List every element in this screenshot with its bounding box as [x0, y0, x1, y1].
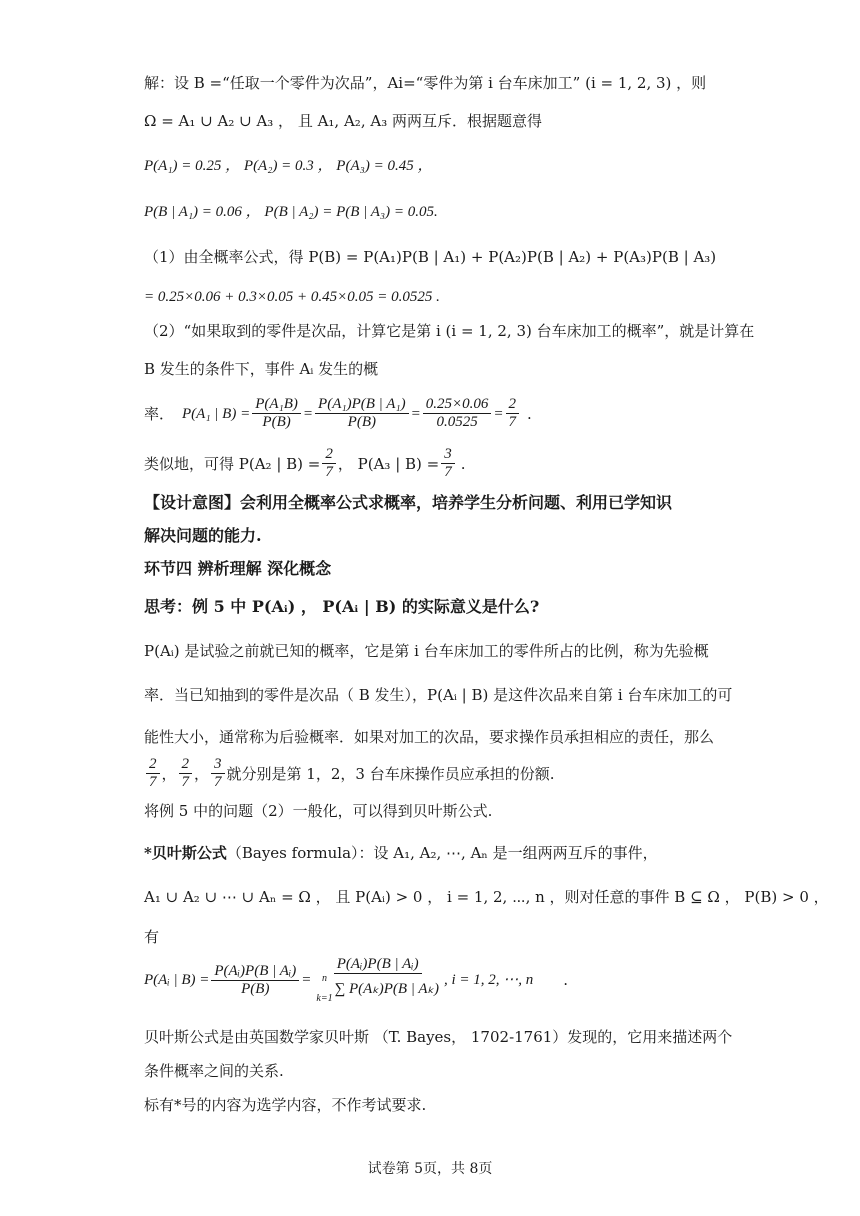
fraction: $\frac{\text{P(A₁)P(B | A₁)}}{P(B)}$: [315, 396, 409, 431]
solution-line-2: Ω = A₁ ∪ A₂ ∪ A₃ ， 且 A₁, A₂, A₃ 两两互斥．根据题意得: [144, 112, 542, 130]
question-2-line-2: B 发生的条件下，事件 Aᵢ 发生的概: [144, 360, 379, 378]
design-intent-line-1: 【设计意图】会利用全概率公式求概率，培养学生分析问题、利用已学知识: [144, 493, 673, 512]
fraction: $\frac{3}{7}$: [211, 756, 225, 791]
sum-lower-limit: k=1: [316, 993, 333, 1004]
responsibility-shares-line: $\frac{2}{7}$ ， $\frac{2}{7}$ ， $\frac{3}{7}$ 就分别是第 1，2，3 台车床操作员应承担的份额.: [144, 756, 554, 791]
sum-denominator: ∑ P(Aₖ)P(B | Aₖ): [334, 980, 439, 997]
fraction: P(Aᵢ)P(B | Aᵢ) n k=1 ∑ P(Aₖ)P(B | Aₖ): [316, 956, 439, 1004]
bayes-title-line: [144, 842, 658, 864]
fraction: $\frac{3}{7}$: [441, 446, 455, 481]
page-footer: 试卷第 5页，共 8页: [367, 1161, 493, 1177]
bayes-index: , i = 1, 2, ⋯, n: [443, 972, 534, 988]
bayes-history-1: 贝叶斯公式是由英国数学家贝叶斯 （T. Bayes， 1702-1761）发现的，它用来描述两个: [144, 1028, 733, 1046]
bayes-title-rest: （Bayes formula）：设 A₁, A₂, ⋯, Aₙ 是一组两两互斥的事件，: [226, 844, 658, 862]
bayes-lhs: P(Aᵢ | B) =: [144, 972, 210, 988]
bayes-have: 有: [144, 928, 160, 946]
optional-note: 标有*号的内容为选学内容，不作考试要求.: [144, 1096, 427, 1114]
total-probability-line: （1）由全概率公式，得 P(B) = P(A₁)P(B | A₁) + P(A₂)P(B | A₂) + P(A₃)P(B | A₃): [144, 248, 717, 266]
similar-prefix: 类似地，可得 P(A₂ | B) =: [144, 454, 321, 473]
section-heading: 环节四 辨析理解 深化概念: [144, 559, 332, 578]
bayes-title: *贝叶斯公式: [144, 844, 227, 862]
shares-text: 就分别是第 1，2，3 台车床操作员应承担的份额.: [226, 764, 555, 783]
fraction: $\frac{0.25\times 0.06}{0.0525}$: [423, 396, 492, 431]
similar-results-line: 类似地，可得 P(A₂ | B) = $\frac{2}{7}$ ， P(A₃ | B) = $\frac{3}{7}$ .: [144, 446, 466, 480]
fraction: $\frac{\text{P(Aᵢ)P(B | Aᵢ)}}{P(B)}$: [211, 963, 299, 998]
bayes-conditions: A₁ ∪ A₂ ∪ ⋯ ∪ Aₙ = Ω ， 且 P(Aᵢ) > 0 ， i = 1, 2, ⋯, n ，则对任意的事件 B ⊆ Ω ， P(B) > 0 ，: [144, 888, 829, 906]
similar-mid: ， P(A₃ | B) =: [337, 454, 440, 473]
fraction: $\frac{2}{7}$: [146, 756, 160, 791]
total-probability-result: = 0.25×0.06 + 0.3×0.05 + 0.45×0.05 = 0.0525 .: [144, 289, 440, 305]
conditional-values: P(B | A₁) = 0.06 ， P(B | A₂) = P(B | A₃) = 0.05.: [144, 204, 438, 220]
generalize-line: 将例 5 中的问题（2）一般化，可以得到贝叶斯公式.: [144, 802, 493, 820]
formula-lhs: P(A₁ | B) =: [182, 405, 251, 422]
fraction: $\frac{\text{P(A₁B)}}{P(B)}$: [252, 396, 301, 431]
explanation-line-3: 能性大小，通常称为后验概率．如果对加工的次品，要求操作员承担相应的责任，那么: [144, 728, 715, 746]
formula-prefix: 率．: [144, 404, 175, 423]
probability-values: P(A₁) = 0.25 ， P(A₂) = 0.3 ， P(A₃) = 0.45 ，: [144, 158, 433, 174]
bayes-example-formula: 率． P(A₁ | B) = $\frac{\text{P(A₁B)}}{P(B)}$ = $\frac{\text{P(A₁)P(B | A₁)}}{P(B)}$ = $\frac{0.25\times 0.06}{0.0525}$ = $\frac{2}{7}$ .: [144, 396, 532, 430]
explanation-line-1: P(Aᵢ) 是试验之前就已知的概率，它是第 i 台车床加工的零件所占的比例，称为先验概: [144, 642, 709, 660]
question-2-line: （2）“如果取到的零件是次品，计算它是第 i (i = 1, 2, 3) 台车床加工的概率”，就是计算在: [144, 322, 755, 340]
explanation-line-2: 率．当已知抽到的零件是次品（ B 发生），P(Aᵢ | B) 是这件次品来自第 i 台车床加工的可: [144, 686, 733, 704]
design-intent-line-2: 解决问题的能力.: [144, 526, 262, 545]
sum-upper-limit: n: [321, 973, 327, 984]
bayes-history-2: 条件概率之间的关系.: [144, 1062, 284, 1080]
fraction: $\frac{2}{7}$: [179, 756, 193, 791]
fraction: $\frac{2}{7}$: [506, 396, 520, 431]
fraction: $\frac{2}{7}$: [322, 446, 336, 481]
think-question: 思考：例 5 中 P(Aᵢ) ， P(Aᵢ | B) 的实际意义是什么?: [144, 597, 540, 616]
solution-line-1: 解：设 B =“任取一个零件为次品”，Ai=“零件为第 i 台车床加工” (i = 1, 2, 3) ，则: [144, 74, 707, 92]
bayes-formula: P(Aᵢ | B) = $\frac{\text{P(Aᵢ)P(B | Aᵢ)}}{P(B)}$ = P(Aᵢ)P(B | Aᵢ) n k=1 ∑ P(Aₖ)P(B | Aₖ) , i = 1, 2, ⋯, n .: [144, 956, 569, 1004]
